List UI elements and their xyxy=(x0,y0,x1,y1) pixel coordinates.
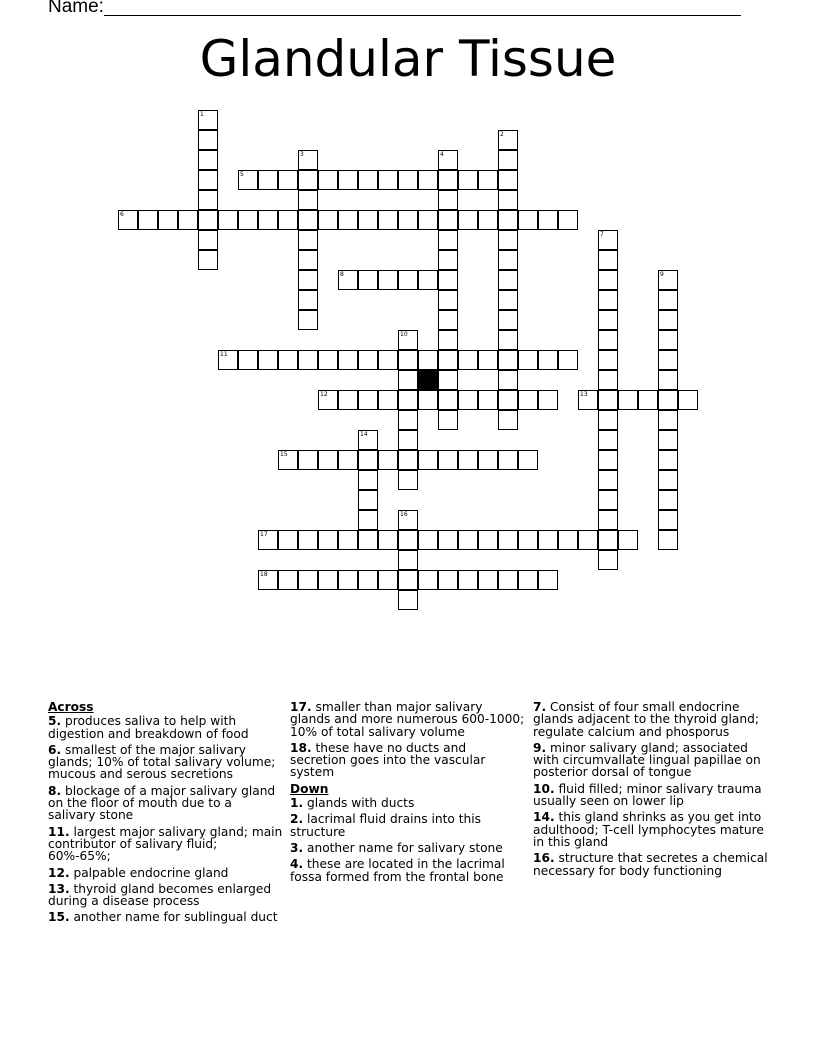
grid-cell[interactable] xyxy=(418,530,438,550)
grid-cell[interactable] xyxy=(318,450,338,470)
clue-number: 12 xyxy=(320,391,328,398)
clue-text: palpable endocrine gland xyxy=(69,865,229,880)
grid-cell[interactable] xyxy=(198,190,218,210)
grid-cell[interactable] xyxy=(558,530,578,550)
grid-cell[interactable] xyxy=(298,170,318,190)
grid-cell[interactable] xyxy=(378,450,398,470)
clue-item xyxy=(290,858,525,883)
grid-cell[interactable] xyxy=(658,510,678,530)
grid-cell[interactable] xyxy=(398,450,418,470)
grid-cell[interactable] xyxy=(238,170,258,190)
grid-cell[interactable] xyxy=(338,570,358,590)
clue-number: 4. xyxy=(290,857,304,872)
clue-number: 6 xyxy=(120,211,124,218)
across-heading: Across xyxy=(48,700,94,714)
grid-cell[interactable] xyxy=(438,350,458,370)
grid-cell[interactable] xyxy=(358,470,378,490)
grid-cell[interactable] xyxy=(498,410,518,430)
grid-cell[interactable] xyxy=(358,570,378,590)
grid-cell[interactable] xyxy=(398,210,418,230)
grid-cell[interactable] xyxy=(138,210,158,230)
grid-cell[interactable] xyxy=(258,170,278,190)
grid-cell[interactable] xyxy=(378,530,398,550)
grid-cell[interactable] xyxy=(458,530,478,550)
grid-cell[interactable] xyxy=(318,350,338,370)
grid-cell[interactable] xyxy=(358,450,378,470)
clues-column-3 xyxy=(533,701,768,881)
clue-text: produces saliva to help with digestion and breakdown of food xyxy=(48,714,249,741)
clue-text: minor salivary gland; associated with circumvallate lingual papillae on posterior dorsal of tongue xyxy=(533,740,761,780)
grid-cell[interactable] xyxy=(438,250,458,270)
grid-cell[interactable] xyxy=(658,450,678,470)
clue-item xyxy=(290,701,525,738)
clue-text: smaller than major salivary glands and more numerous 600-1000; 10% of total salivary volume xyxy=(290,700,525,739)
grid-cell[interactable] xyxy=(418,450,438,470)
grid-cell[interactable] xyxy=(438,150,458,170)
clue-number: 15 xyxy=(280,451,288,458)
clue-number: 17. xyxy=(290,700,312,714)
grid-cell[interactable] xyxy=(638,390,658,410)
grid-cell[interactable] xyxy=(598,230,618,250)
grid-cell[interactable] xyxy=(398,510,418,530)
grid-cell[interactable] xyxy=(478,210,498,230)
grid-cell[interactable] xyxy=(658,390,678,410)
grid-cell[interactable] xyxy=(498,390,518,410)
grid-cell[interactable] xyxy=(418,570,438,590)
grid-cell[interactable] xyxy=(298,450,318,470)
grid-cell[interactable] xyxy=(598,270,618,290)
grid-cell[interactable] xyxy=(598,510,618,530)
clue-number: 10. xyxy=(533,781,555,796)
grid-cell[interactable] xyxy=(338,170,358,190)
grid-cell[interactable] xyxy=(498,450,518,470)
grid-cell[interactable] xyxy=(238,210,258,230)
grid-cell[interactable] xyxy=(538,350,558,370)
grid-cell[interactable] xyxy=(378,210,398,230)
grid-cell[interactable] xyxy=(418,170,438,190)
grid-cell[interactable] xyxy=(438,170,458,190)
grid-cell[interactable] xyxy=(658,350,678,370)
grid-cell[interactable] xyxy=(458,450,478,470)
grid-cell[interactable] xyxy=(398,550,418,570)
grid-cell[interactable] xyxy=(338,530,358,550)
grid-cell[interactable] xyxy=(438,570,458,590)
grid-cell[interactable] xyxy=(598,330,618,350)
grid-cell[interactable] xyxy=(498,570,518,590)
grid-cell[interactable] xyxy=(658,310,678,330)
clue-text: thyroid gland becomes enlarged during a disease process xyxy=(48,881,272,909)
grid-cell[interactable] xyxy=(178,210,198,230)
grid-cell[interactable] xyxy=(298,530,318,550)
grid-cell[interactable] xyxy=(438,210,458,230)
clue-text: this gland shrinks as you get into adulthood; T-cell lymphocytes mature in this gland xyxy=(533,810,764,849)
grid-cell[interactable] xyxy=(398,530,418,550)
grid-cell[interactable] xyxy=(298,250,318,270)
clue-number: 5. xyxy=(48,714,62,729)
clue-number: 6. xyxy=(48,742,62,757)
grid-cell[interactable] xyxy=(498,150,518,170)
grid-cell[interactable] xyxy=(458,350,478,370)
grid-cell[interactable] xyxy=(298,270,318,290)
grid-cell[interactable] xyxy=(358,170,378,190)
grid-cell[interactable] xyxy=(338,450,358,470)
grid-cell[interactable] xyxy=(198,250,218,270)
grid-cell[interactable] xyxy=(518,530,538,550)
grid-cell[interactable] xyxy=(578,530,598,550)
grid-cell[interactable] xyxy=(298,570,318,590)
grid-cell[interactable] xyxy=(498,330,518,350)
grid-cell[interactable] xyxy=(478,530,498,550)
grid-cell[interactable] xyxy=(478,350,498,370)
grid-cell[interactable] xyxy=(438,370,458,390)
grid-cell[interactable] xyxy=(438,270,458,290)
grid-cell[interactable] xyxy=(318,210,338,230)
clue-number: 4 xyxy=(440,151,444,158)
grid-cell[interactable] xyxy=(458,170,478,190)
clue-number: 11 xyxy=(220,351,228,358)
grid-cell[interactable] xyxy=(258,350,278,370)
clue-number: 8. xyxy=(48,783,62,798)
grid-cell[interactable] xyxy=(438,330,458,350)
grid-cell[interactable] xyxy=(598,430,618,450)
black-cell xyxy=(418,370,438,390)
clue-number: 14 xyxy=(360,431,368,438)
grid-cell[interactable] xyxy=(538,570,558,590)
clue-text: glands with ducts xyxy=(303,796,415,811)
grid-cell[interactable] xyxy=(358,530,378,550)
grid-cell[interactable] xyxy=(198,230,218,250)
grid-cell[interactable] xyxy=(358,390,378,410)
clue-item xyxy=(290,742,525,779)
grid-cell[interactable] xyxy=(338,270,358,290)
clue-item xyxy=(48,867,283,879)
grid-cell[interactable] xyxy=(378,350,398,370)
grid-cell[interactable] xyxy=(438,530,458,550)
clue-item xyxy=(48,744,283,781)
clue-number: 12. xyxy=(48,865,70,880)
clue-text: smallest of the major salivary glands; 10% of total salivary volume; mucous and serous secretions xyxy=(48,742,276,782)
name-label: Name: xyxy=(48,0,104,17)
clue-item xyxy=(533,701,768,738)
grid-cell[interactable] xyxy=(258,530,278,550)
clue-number: 18 xyxy=(260,571,268,578)
grid-cell[interactable] xyxy=(398,430,418,450)
grid-cell[interactable] xyxy=(658,410,678,430)
grid-cell[interactable] xyxy=(498,310,518,330)
clue-text: Consist of four small endocrine glands adjacent to the thyroid gland; regulate calcium and phosporus xyxy=(533,700,759,739)
grid-cell[interactable] xyxy=(658,290,678,310)
grid-cell[interactable] xyxy=(278,170,298,190)
grid-cell[interactable] xyxy=(498,530,518,550)
grid-cell[interactable] xyxy=(318,530,338,550)
grid-cell[interactable] xyxy=(558,350,578,370)
grid-cell[interactable] xyxy=(358,430,378,450)
grid-cell[interactable] xyxy=(658,270,678,290)
clue-item xyxy=(290,797,525,809)
grid-cell[interactable] xyxy=(398,270,418,290)
grid-cell[interactable] xyxy=(418,390,438,410)
clue-number: 7 xyxy=(600,231,604,238)
grid-cell[interactable] xyxy=(438,310,458,330)
grid-cell[interactable] xyxy=(338,390,358,410)
grid-cell[interactable] xyxy=(278,350,298,370)
grid-cell[interactable] xyxy=(358,350,378,370)
grid-cell[interactable] xyxy=(378,570,398,590)
grid-cell[interactable] xyxy=(518,350,538,370)
clue-number: 13. xyxy=(48,881,70,896)
grid-cell[interactable] xyxy=(358,210,378,230)
clue-number: 9. xyxy=(533,740,547,755)
grid-cell[interactable] xyxy=(498,190,518,210)
grid-cell[interactable] xyxy=(358,490,378,510)
grid-cell[interactable] xyxy=(298,290,318,310)
grid-cell[interactable] xyxy=(358,510,378,530)
grid-cell[interactable] xyxy=(438,230,458,250)
grid-cell[interactable] xyxy=(658,530,678,550)
grid-cell[interactable] xyxy=(498,290,518,310)
clue-number: 16. xyxy=(533,851,555,866)
grid-cell[interactable] xyxy=(258,570,278,590)
grid-cell[interactable] xyxy=(418,210,438,230)
grid-cell[interactable] xyxy=(278,210,298,230)
grid-cell[interactable] xyxy=(678,390,698,410)
grid-cell[interactable] xyxy=(398,570,418,590)
clue-number: 2. xyxy=(290,812,304,827)
clue-item xyxy=(533,852,768,877)
grid-cell[interactable] xyxy=(598,370,618,390)
grid-cell[interactable] xyxy=(158,210,178,230)
grid-cell[interactable] xyxy=(598,350,618,370)
grid-cell[interactable] xyxy=(458,210,478,230)
grid-cell[interactable] xyxy=(478,450,498,470)
grid-cell[interactable] xyxy=(218,210,238,230)
clue-number: 10 xyxy=(400,331,408,338)
grid-cell[interactable] xyxy=(298,210,318,230)
grid-cell[interactable] xyxy=(398,410,418,430)
clue-number: 9 xyxy=(660,271,664,278)
grid-cell[interactable] xyxy=(398,590,418,610)
grid-cell[interactable] xyxy=(398,330,418,350)
grid-cell[interactable] xyxy=(418,350,438,370)
grid-cell[interactable] xyxy=(598,550,618,570)
grid-cell[interactable] xyxy=(438,410,458,430)
grid-cell[interactable] xyxy=(538,530,558,550)
grid-cell[interactable] xyxy=(658,370,678,390)
grid-cell[interactable] xyxy=(378,270,398,290)
grid-cell[interactable] xyxy=(598,250,618,270)
grid-cell[interactable] xyxy=(118,210,138,230)
grid-cell[interactable] xyxy=(518,210,538,230)
grid-cell[interactable] xyxy=(498,270,518,290)
grid-cell[interactable] xyxy=(598,310,618,330)
clue-number: 18. xyxy=(290,740,312,755)
grid-cell[interactable] xyxy=(498,130,518,150)
grid-cell[interactable] xyxy=(498,250,518,270)
grid-cell[interactable] xyxy=(518,450,538,470)
grid-cell[interactable] xyxy=(438,290,458,310)
grid-cell[interactable] xyxy=(598,470,618,490)
grid-cell[interactable] xyxy=(198,110,218,130)
down-heading: Down xyxy=(290,781,329,796)
clue-text: another name for sublingual duct xyxy=(69,910,278,925)
grid-cell[interactable] xyxy=(338,350,358,370)
grid-cell[interactable] xyxy=(598,490,618,510)
grid-cell[interactable] xyxy=(378,170,398,190)
clues-column-1 xyxy=(48,701,283,928)
clue-text: largest major salivary gland; main contributor of salivary fluid; 60%-65%; xyxy=(48,824,283,864)
grid-cell[interactable] xyxy=(598,410,618,430)
clue-item xyxy=(48,883,283,908)
clue-number: 17 xyxy=(260,531,268,538)
clues-column-2 xyxy=(290,701,525,887)
clue-item xyxy=(290,842,525,854)
clue-number: 8 xyxy=(340,271,344,278)
clue-item xyxy=(533,811,768,848)
grid-cell[interactable] xyxy=(418,270,438,290)
grid-cell[interactable] xyxy=(538,210,558,230)
grid-cell[interactable] xyxy=(298,310,318,330)
grid-cell[interactable] xyxy=(318,170,338,190)
grid-cell[interactable] xyxy=(518,390,538,410)
clue-item xyxy=(48,715,283,740)
grid-cell[interactable] xyxy=(618,390,638,410)
grid-cell[interactable] xyxy=(398,170,418,190)
grid-cell[interactable] xyxy=(658,490,678,510)
grid-cell[interactable] xyxy=(478,390,498,410)
clue-text: fluid filled; minor salivary trauma usually seen on lower lip xyxy=(533,781,762,809)
grid-cell[interactable] xyxy=(598,450,618,470)
grid-cell[interactable] xyxy=(338,210,358,230)
grid-cell[interactable] xyxy=(298,230,318,250)
grid-cell[interactable] xyxy=(298,190,318,210)
grid-cell[interactable] xyxy=(238,350,258,370)
grid-cell[interactable] xyxy=(398,470,418,490)
grid-cell[interactable] xyxy=(658,430,678,450)
grid-cell[interactable] xyxy=(198,130,218,150)
grid-cell[interactable] xyxy=(498,170,518,190)
grid-cell[interactable] xyxy=(398,350,418,370)
page-title: Glandular Tissue xyxy=(199,30,617,88)
grid-cell[interactable] xyxy=(258,210,278,230)
grid-cell[interactable] xyxy=(278,570,298,590)
clue-number: 15. xyxy=(48,910,70,925)
grid-cell[interactable] xyxy=(618,530,638,550)
grid-cell[interactable] xyxy=(198,210,218,230)
clue-number: 14. xyxy=(533,810,555,825)
grid-cell[interactable] xyxy=(378,390,398,410)
grid-cell[interactable] xyxy=(458,390,478,410)
grid-cell[interactable] xyxy=(578,390,598,410)
grid-cell[interactable] xyxy=(318,570,338,590)
clue-text: another name for salivary stone xyxy=(303,840,503,855)
clue-item xyxy=(48,785,283,822)
clue-number: 11. xyxy=(48,824,70,839)
grid-cell[interactable] xyxy=(198,170,218,190)
clue-number: 7. xyxy=(533,700,547,714)
grid-cell[interactable] xyxy=(658,330,678,350)
grid-cell[interactable] xyxy=(278,450,298,470)
grid-cell[interactable] xyxy=(498,230,518,250)
clue-text: these are located in the lacrimal fossa formed from the frontal bone xyxy=(290,857,505,884)
clue-item xyxy=(533,783,768,808)
grid-cell[interactable] xyxy=(498,210,518,230)
clue-text: these have no ducts and secretion goes into the vascular system xyxy=(290,740,486,780)
grid-cell[interactable] xyxy=(478,570,498,590)
grid-cell[interactable] xyxy=(278,530,298,550)
clue-item xyxy=(290,813,525,838)
grid-cell[interactable] xyxy=(438,390,458,410)
grid-cell[interactable] xyxy=(478,170,498,190)
grid-cell[interactable] xyxy=(558,210,578,230)
clue-number: 2 xyxy=(500,131,504,138)
grid-cell[interactable] xyxy=(538,390,558,410)
grid-cell[interactable] xyxy=(298,350,318,370)
grid-cell[interactable] xyxy=(398,390,418,410)
clue-number: 1 xyxy=(200,111,204,118)
grid-cell[interactable] xyxy=(518,570,538,590)
grid-cell[interactable] xyxy=(658,470,678,490)
grid-cell[interactable] xyxy=(298,150,318,170)
clue-number: 5 xyxy=(240,171,244,178)
grid-cell[interactable] xyxy=(598,390,618,410)
grid-cell[interactable] xyxy=(598,530,618,550)
clue-number: 13 xyxy=(580,391,588,398)
clue-item xyxy=(48,911,283,923)
grid-cell[interactable] xyxy=(458,570,478,590)
grid-cell[interactable] xyxy=(498,350,518,370)
clue-text: blockage of a major salivary gland on the floor of mouth due to a salivary stone xyxy=(48,783,276,823)
grid-cell[interactable] xyxy=(438,450,458,470)
grid-cell[interactable] xyxy=(398,370,418,390)
clue-number: 16 xyxy=(400,511,408,518)
grid-cell[interactable] xyxy=(358,270,378,290)
clue-item xyxy=(48,826,283,863)
clue-item xyxy=(533,742,768,779)
grid-cell[interactable] xyxy=(438,190,458,210)
clue-text: structure that secretes a chemical necessary for body functioning xyxy=(533,851,768,878)
clue-number: 1. xyxy=(290,796,304,811)
grid-cell[interactable] xyxy=(218,350,238,370)
grid-cell[interactable] xyxy=(598,290,618,310)
clue-number: 3. xyxy=(290,840,304,855)
grid-cell[interactable] xyxy=(198,150,218,170)
clue-number: 3 xyxy=(300,151,304,158)
grid-cell[interactable] xyxy=(498,370,518,390)
clue-text: lacrimal fluid drains into this structure xyxy=(290,812,481,839)
grid-cell[interactable] xyxy=(318,390,338,410)
